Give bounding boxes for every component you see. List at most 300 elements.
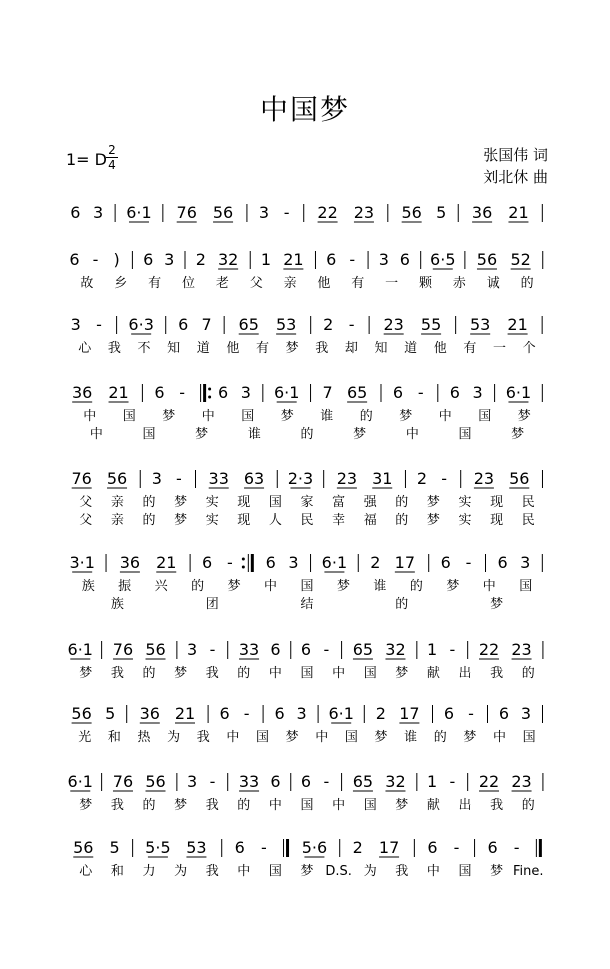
note-3-0: 36 xyxy=(71,383,93,402)
repeat-dot xyxy=(242,566,245,569)
lyric-4-0-10: 的 xyxy=(395,495,409,510)
lyric-6-0-5: 的 xyxy=(237,666,251,681)
note-4-9: 2·3 xyxy=(287,469,314,488)
note-0-11: 22 xyxy=(317,203,338,222)
note-1-4: 6 xyxy=(143,250,154,269)
lyric-5-1-2: 结 xyxy=(300,597,314,612)
lyric-9-0-10: 我 xyxy=(395,864,409,879)
note-2-8: 65 xyxy=(238,315,259,334)
note-2-14: 23 xyxy=(383,315,404,334)
lyric-9-0-3: 为 xyxy=(174,864,188,879)
time-signature-bottom: 4 xyxy=(108,158,116,172)
note-9-3: 5·5 xyxy=(145,838,171,857)
note-7-1: 5 xyxy=(105,704,116,723)
lyric-6-0-1: 我 xyxy=(110,666,124,681)
note-7-21: 3 xyxy=(520,704,532,723)
lyric-2-0-13: 有 xyxy=(463,341,477,356)
time-signature-top: 2 xyxy=(108,143,116,157)
note-9-18: - xyxy=(513,838,520,857)
note-3-15: - xyxy=(417,383,424,402)
lyric-2-0-9: 却 xyxy=(344,341,358,356)
lyric-3-1-4: 的 xyxy=(300,427,314,442)
note-1-1: - xyxy=(92,250,99,269)
lyric-1-0-2: 有 xyxy=(148,276,162,291)
note-9-0: 56 xyxy=(73,838,94,857)
note-3-7: 3 xyxy=(240,383,251,402)
lyric-3-0-8: 梦 xyxy=(399,409,413,424)
lyric-8-0-9: 国 xyxy=(363,798,377,813)
note-9-12: 17 xyxy=(378,838,400,857)
lyric-4-0-7: 家 xyxy=(300,495,314,510)
note-7-20: 6 xyxy=(498,704,510,723)
note-8-15: 32 xyxy=(385,772,406,791)
note-4-1: 56 xyxy=(106,469,128,488)
lyric-5-0-5: 中 xyxy=(264,579,278,594)
lyric-7-0-8: 中 xyxy=(315,730,329,745)
note-1-14: - xyxy=(349,250,356,269)
lyric-9-0-13: 梦 xyxy=(490,864,504,879)
note-1-10: 1 xyxy=(260,250,272,269)
note-5-17: - xyxy=(465,553,472,572)
lyric-5-1-0: 族 xyxy=(110,597,124,612)
note-1-0: 6 xyxy=(69,250,80,269)
note-7-10: 3 xyxy=(296,704,307,723)
lyric-7-0-9: 国 xyxy=(344,730,358,745)
lyric-1-0-7: 他 xyxy=(317,276,331,291)
note-3-6: 6 xyxy=(217,383,229,402)
note-1-22: 52 xyxy=(510,250,531,269)
note-5-20: 3 xyxy=(520,553,531,572)
note-1-8: 32 xyxy=(217,250,239,269)
lyric-4-0-2: 的 xyxy=(142,495,156,510)
lyric-8-0-5: 的 xyxy=(237,798,251,813)
lyric-7-0-0: 光 xyxy=(78,730,92,745)
lyric-7-0-11: 谁 xyxy=(404,730,418,745)
lyric-7-0-14: 中 xyxy=(493,730,507,745)
lyric-4-0-4: 实 xyxy=(205,495,219,510)
lyric-5-0-12: 国 xyxy=(519,579,533,594)
repeat-dot xyxy=(208,388,211,391)
lyric-1-0-0: 故 xyxy=(80,276,94,291)
lyric-5-0-8: 谁 xyxy=(373,579,387,594)
note-0-12: 23 xyxy=(353,203,375,222)
lyric-2-0-7: 梦 xyxy=(285,341,299,356)
lyric-8-0-0: 梦 xyxy=(79,798,93,813)
lyric-4-0-13: 现 xyxy=(490,495,504,510)
note-4-11: 23 xyxy=(336,469,358,488)
note-9-4: 53 xyxy=(186,838,207,857)
lyric-7-0-6: 国 xyxy=(256,730,270,745)
lyric-9-0-7: 梦 xyxy=(300,864,314,879)
note-0-3: 6·1 xyxy=(126,203,152,222)
lyric-8-0-8: 中 xyxy=(332,798,346,813)
note-6-6: - xyxy=(209,640,216,659)
lyric-1-0-10: 颗 xyxy=(418,276,433,291)
note-1-21: 56 xyxy=(476,250,498,269)
lyric-3-0-1: 国 xyxy=(122,409,136,424)
lyric-8-0-2: 的 xyxy=(142,798,156,813)
note-7-3: 36 xyxy=(139,704,160,723)
lyric-8-0-7: 国 xyxy=(300,798,314,813)
lyric-5-1-3: 的 xyxy=(395,597,409,612)
note-4-18: 56 xyxy=(509,469,530,488)
lyric-4-1-12: 实 xyxy=(458,513,472,528)
lyric-9-0-5: 中 xyxy=(237,864,251,879)
lyric-7-0-3: 为 xyxy=(167,730,181,745)
note-2-6: 7 xyxy=(201,315,212,334)
lyric-8-0-4: 我 xyxy=(205,798,219,813)
lyric-3-0-0: 中 xyxy=(83,409,97,424)
note-8-20: 22 xyxy=(478,772,500,791)
lyric-1-0-8: 有 xyxy=(351,276,365,291)
note-6-5: 3 xyxy=(187,640,198,659)
lyric-2-0-11: 道 xyxy=(404,341,418,356)
key-signature: 1= D xyxy=(66,150,107,169)
note-8-17: 1 xyxy=(426,772,438,791)
lyric-8-0-12: 出 xyxy=(458,798,472,813)
lyric-4-0-14: 民 xyxy=(521,495,535,510)
note-0-8: 3 xyxy=(258,203,270,222)
note-2-18: 21 xyxy=(507,315,528,334)
note-5-13: 2 xyxy=(370,553,381,572)
note-3-3: 6 xyxy=(154,383,165,402)
note-9-7: - xyxy=(260,838,267,857)
lyric-6-0-10: 梦 xyxy=(395,666,409,681)
note-3-4: - xyxy=(179,383,186,402)
lyric-1-0-13: 的 xyxy=(520,276,534,291)
note-8-0: 6·1 xyxy=(67,772,93,791)
lyric-2-0-12: 他 xyxy=(433,341,447,356)
lyric-6-0-8: 中 xyxy=(332,666,346,681)
lyric-4-0-5: 现 xyxy=(237,495,251,510)
note-5-9: 3 xyxy=(288,553,299,572)
lyric-9-0-1: 和 xyxy=(110,864,124,879)
note-7-0: 56 xyxy=(71,704,92,723)
lyric-1-0-4: 老 xyxy=(215,276,229,291)
note-7-15: 17 xyxy=(399,704,420,723)
note-7-17: 6 xyxy=(443,704,455,723)
note-8-12: - xyxy=(323,772,330,791)
lyric-2-0-6: 有 xyxy=(256,341,270,356)
note-7-4: 21 xyxy=(174,704,196,723)
lyricist-credit: 张国伟 词 xyxy=(483,146,548,164)
note-0-17: 36 xyxy=(471,203,493,222)
lyric-2-0-15: 个 xyxy=(522,341,536,356)
lyric-4-1-13: 现 xyxy=(490,513,504,528)
lyric-5-0-11: 中 xyxy=(482,579,496,594)
note-4-6: 33 xyxy=(208,469,229,488)
note-6-3: 56 xyxy=(145,640,166,659)
lyric-2-0-4: 道 xyxy=(196,341,210,356)
lyric-4-0-12: 实 xyxy=(458,495,472,510)
lyric-3-0-11: 梦 xyxy=(517,409,531,424)
lyric-1-0-6: 亲 xyxy=(283,276,297,291)
note-2-1: - xyxy=(96,315,102,334)
note-5-11: 6·1 xyxy=(321,553,348,572)
lyric-5-0-10: 梦 xyxy=(446,579,460,594)
note-7-12: 6·1 xyxy=(328,704,354,723)
note-9-15: - xyxy=(453,838,460,857)
composer-credit: 刘北休 曲 xyxy=(483,168,548,186)
note-6-20: 22 xyxy=(478,640,500,659)
lyric-3-0-6: 谁 xyxy=(320,409,334,424)
note-1-11: 21 xyxy=(283,250,304,269)
note-0-1: 3 xyxy=(92,203,104,222)
lyric-2-0-0: 心 xyxy=(78,341,92,356)
lyric-1-0-5: 父 xyxy=(249,276,263,291)
lyric-9-0-6: 国 xyxy=(268,864,282,879)
lyric-9-0-11: 中 xyxy=(426,864,440,879)
note-3-9: 6·1 xyxy=(273,383,300,402)
note-1-5: 3 xyxy=(164,250,175,269)
note-0-6: 56 xyxy=(212,203,234,222)
lyric-9-0-0: 心 xyxy=(79,864,93,879)
lyric-4-1-7: 民 xyxy=(300,513,314,528)
lyric-7-0-2: 热 xyxy=(137,730,151,745)
lyric-4-0-11: 梦 xyxy=(426,495,440,510)
lyric-3-1-7: 国 xyxy=(458,427,472,442)
note-1-13: 6 xyxy=(326,250,337,269)
lyric-4-0-0: 父 xyxy=(79,495,93,510)
lyric-3-1-0: 中 xyxy=(89,427,103,442)
note-5-6: - xyxy=(226,553,233,572)
note-8-6: - xyxy=(209,772,216,791)
lyric-4-0-9: 强 xyxy=(363,495,377,510)
lyric-6-0-4: 我 xyxy=(205,666,219,681)
lyric-3-0-3: 中 xyxy=(201,409,215,424)
note-2-12: - xyxy=(348,315,355,334)
lyric-1-0-3: 位 xyxy=(181,276,196,291)
lyric-6-0-0: 梦 xyxy=(79,666,93,681)
note-5-2: 36 xyxy=(119,553,141,572)
lyric-8-0-14: 的 xyxy=(521,798,535,813)
lyric-7-0-15: 国 xyxy=(522,730,536,745)
lyric-3-0-4: 国 xyxy=(241,409,255,424)
song-title: 中国梦 xyxy=(259,93,350,126)
note-9-17: 6 xyxy=(487,838,498,857)
lyric-9-0-9: 为 xyxy=(363,864,377,879)
lyric-4-1-10: 的 xyxy=(395,513,409,528)
note-7-9: 6 xyxy=(274,704,285,723)
note-8-9: 6 xyxy=(270,772,281,791)
note-3-18: 3 xyxy=(472,383,483,402)
repeat-dot xyxy=(208,396,211,399)
lyric-9-0-4: 我 xyxy=(205,864,219,879)
lyric-9-0-12: 国 xyxy=(458,864,472,879)
note-9-6: 6 xyxy=(234,838,245,857)
lyric-4-1-1: 亲 xyxy=(110,513,124,528)
lyric-3-1-6: 中 xyxy=(405,427,419,442)
note-2-11: 2 xyxy=(323,315,334,334)
lyric-5-0-4: 梦 xyxy=(227,579,241,594)
note-3-20: 6·1 xyxy=(505,383,532,402)
note-0-14: 56 xyxy=(401,203,422,222)
note-8-18: - xyxy=(449,772,456,791)
note-2-0: 3 xyxy=(70,315,81,334)
lyric-8-0-1: 我 xyxy=(110,798,124,813)
lyric-5-0-6: 国 xyxy=(300,579,314,594)
note-8-8: 33 xyxy=(238,772,260,791)
lyric-4-1-3: 梦 xyxy=(174,513,188,528)
note-5-16: 6 xyxy=(440,553,451,572)
lyric-2-0-8: 我 xyxy=(315,341,329,356)
lyric-4-1-5: 现 xyxy=(237,513,251,528)
note-1-16: 3 xyxy=(378,250,389,269)
note-8-11: 6 xyxy=(300,772,312,791)
note-6-2: 76 xyxy=(112,640,134,659)
repeat-dot xyxy=(242,558,245,561)
lyric-3-1-3: 谁 xyxy=(247,427,261,442)
lyric-3-1-2: 梦 xyxy=(195,427,209,442)
note-4-15: - xyxy=(441,469,448,488)
note-5-14: 17 xyxy=(394,553,416,572)
lyric-2-0-5: 他 xyxy=(226,341,240,356)
lyric-3-1-8: 梦 xyxy=(511,427,525,442)
note-4-4: - xyxy=(176,469,182,488)
note-5-0: 3·1 xyxy=(69,553,95,572)
note-1-2: ) xyxy=(113,250,120,269)
lyric-8-0-11: 献 xyxy=(426,798,440,813)
note-1-17: 6 xyxy=(399,250,410,269)
lyric-4-1-8: 幸 xyxy=(332,513,346,528)
lyric-3-0-10: 国 xyxy=(478,409,492,424)
lyric-6-0-14: 的 xyxy=(521,666,535,681)
lyric-3-0-2: 梦 xyxy=(162,409,176,424)
note-6-9: 6 xyxy=(270,640,281,659)
note-9-11: 2 xyxy=(352,838,363,857)
lyric-6-0-13: 我 xyxy=(490,666,504,681)
note-7-18: - xyxy=(468,704,474,723)
lyric-3-1-5: 梦 xyxy=(353,427,367,442)
note-9-14: 6 xyxy=(427,838,438,857)
lyric-6-0-9: 国 xyxy=(363,666,377,681)
note-5-19: 6 xyxy=(497,553,508,572)
note-0-18: 21 xyxy=(508,203,529,222)
lyric-9-0-8: D.S. xyxy=(325,864,352,879)
lyric-6-0-3: 梦 xyxy=(174,666,188,681)
note-9-1: 5 xyxy=(109,838,120,857)
note-6-14: 65 xyxy=(352,640,374,659)
lyric-7-0-10: 梦 xyxy=(374,730,388,745)
lyric-5-1-1: 团 xyxy=(205,597,219,612)
lyric-5-0-9: 的 xyxy=(409,579,423,594)
lyric-7-0-1: 和 xyxy=(107,730,121,745)
note-3-17: 6 xyxy=(449,383,460,402)
note-0-0: 6 xyxy=(70,203,81,222)
lyric-4-0-6: 国 xyxy=(268,495,282,510)
note-0-15: 5 xyxy=(436,203,447,222)
note-2-9: 53 xyxy=(275,315,297,334)
lyric-7-0-13: 梦 xyxy=(463,730,477,745)
note-4-0: 76 xyxy=(71,469,92,488)
lyric-8-0-3: 梦 xyxy=(174,798,188,813)
note-4-14: 2 xyxy=(416,469,428,488)
lyric-3-0-7: 的 xyxy=(359,409,373,424)
note-3-14: 6 xyxy=(392,383,404,402)
note-6-0: 6·1 xyxy=(67,640,93,659)
lyric-8-0-6: 中 xyxy=(268,798,282,813)
lyric-6-0-2: 的 xyxy=(142,666,156,681)
lyric-4-1-2: 的 xyxy=(142,513,156,528)
note-2-17: 53 xyxy=(470,315,491,334)
note-3-11: 7 xyxy=(322,383,333,402)
lyric-7-0-5: 中 xyxy=(226,730,240,745)
lyric-2-0-14: 一 xyxy=(493,341,507,356)
lyric-2-0-2: 不 xyxy=(137,341,151,356)
note-7-7: - xyxy=(243,704,250,723)
lyric-5-0-0: 族 xyxy=(81,579,95,594)
lyric-9-0-14: Fine. xyxy=(512,864,544,879)
note-6-11: 6 xyxy=(300,640,312,659)
lyric-5-0-3: 的 xyxy=(191,579,205,594)
lyric-5-1-4: 梦 xyxy=(490,597,504,612)
note-3-1: 21 xyxy=(108,383,129,402)
lyric-9-0-2: 力 xyxy=(142,864,156,879)
note-6-12: - xyxy=(323,640,330,659)
lyric-7-0-12: 的 xyxy=(433,730,447,745)
note-4-12: 31 xyxy=(372,469,393,488)
lyric-4-1-0: 父 xyxy=(79,513,93,528)
note-8-5: 3 xyxy=(187,772,198,791)
note-4-3: 3 xyxy=(151,469,162,488)
note-8-3: 56 xyxy=(145,772,166,791)
note-7-14: 2 xyxy=(375,704,386,723)
lyric-7-0-4: 我 xyxy=(196,730,210,745)
lyric-8-0-13: 我 xyxy=(490,798,504,813)
note-5-8: 6 xyxy=(265,553,276,572)
lyric-5-0-2: 兴 xyxy=(154,579,168,594)
note-0-9: - xyxy=(283,203,290,222)
note-4-17: 23 xyxy=(473,469,495,488)
note-1-19: 6·5 xyxy=(430,250,456,269)
note-6-15: 32 xyxy=(385,640,406,659)
note-7-6: 6 xyxy=(219,704,230,723)
lyric-5-0-7: 梦 xyxy=(336,579,350,594)
lyric-1-0-11: 赤 xyxy=(452,276,466,291)
note-8-2: 76 xyxy=(112,772,134,791)
lyric-2-0-3: 知 xyxy=(167,341,181,356)
lyric-2-0-10: 知 xyxy=(374,341,388,356)
note-6-21: 23 xyxy=(511,640,532,659)
lyric-5-0-1: 振 xyxy=(118,579,132,594)
lyric-4-1-4: 实 xyxy=(205,513,219,528)
note-4-7: 63 xyxy=(243,469,265,488)
lyric-3-1-1: 国 xyxy=(142,427,156,442)
note-6-18: - xyxy=(449,640,456,659)
note-5-5: 6 xyxy=(202,553,213,572)
lyric-4-0-1: 亲 xyxy=(110,495,124,510)
note-8-14: 65 xyxy=(352,772,374,791)
note-5-3: 21 xyxy=(156,553,177,572)
note-6-8: 33 xyxy=(238,640,260,659)
lyric-4-1-6: 人 xyxy=(268,513,282,528)
lyric-4-0-3: 梦 xyxy=(174,495,188,510)
lyric-4-1-9: 福 xyxy=(363,513,377,528)
lyric-4-1-14: 民 xyxy=(521,513,535,528)
note-1-7: 2 xyxy=(195,250,206,269)
lyric-8-0-10: 梦 xyxy=(395,798,409,813)
lyric-6-0-12: 出 xyxy=(458,666,472,681)
note-2-5: 6 xyxy=(178,315,189,334)
lyric-7-0-7: 梦 xyxy=(285,730,299,745)
note-6-17: 1 xyxy=(426,640,438,659)
note-3-12: 65 xyxy=(346,383,368,402)
note-9-9: 5·6 xyxy=(301,838,328,857)
lyric-2-0-1: 我 xyxy=(107,341,121,356)
note-8-21: 23 xyxy=(511,772,532,791)
note-2-15: 55 xyxy=(420,315,442,334)
lyric-6-0-11: 献 xyxy=(426,666,440,681)
